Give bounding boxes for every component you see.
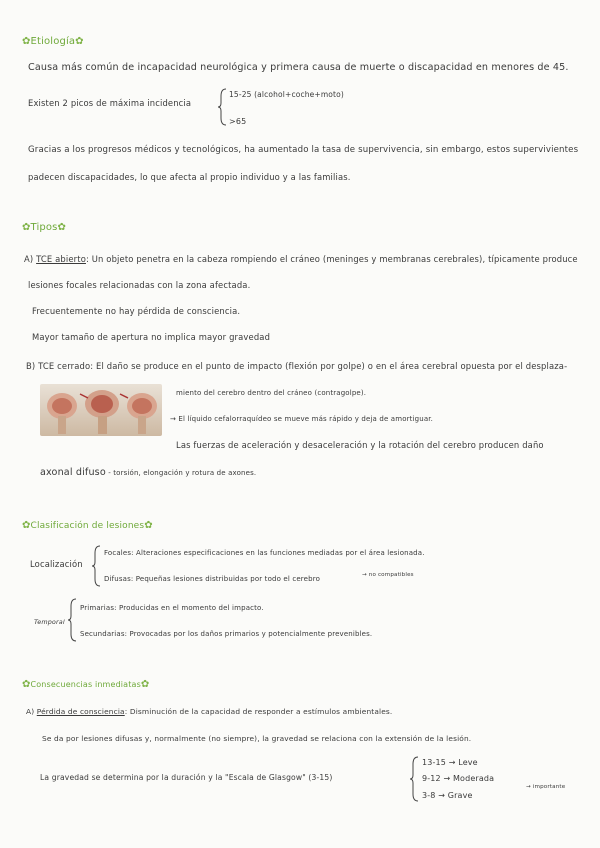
tipos-a-line4: Mayor tamaño de apertura no implica mayor gravedad (32, 332, 271, 342)
etiologia-line4: padecen discapacidades, lo que afecta al propio individuo y a las familias. (28, 172, 351, 182)
pico-1: 15-25 (alcohol+coche+moto) (229, 90, 344, 99)
tipos-b-line2: miento del cerebro dentro del cráneo (contragolpe). (176, 389, 367, 397)
focales-text: Focales: Alteraciones especificaciones en las funciones mediadas por el área lesionada. (104, 549, 425, 557)
consecuencias-a-line1 (26, 707, 392, 716)
tipos-a-line3: Frecuentemente no hay pérdida de consciencia. (32, 306, 241, 316)
brace-icon (410, 756, 420, 802)
leaf-icon: ✿ (57, 222, 67, 233)
tipos-b-line5 (40, 467, 256, 478)
etiologia-line1: Causa más común de incapacidad neurológica y primera causa de muerte o discapacidad en menores de 45. (28, 62, 569, 73)
compatibles-note: → no compatibles (362, 572, 414, 578)
primarias-text: Primarias: Producidas en el momento del impacto. (80, 604, 264, 612)
leaf-icon: ✿ (22, 36, 31, 47)
leaf-icon: ✿ (22, 520, 31, 531)
etiologia-line3: Gracias a los progresos médicos y tecnológicos, ha aumentado la tasa de supervivencia, sin embargo, estos supervivientes (28, 145, 579, 155)
term-tce-abierto: TCE abierto (36, 254, 86, 264)
term-axonal-difuso: axonal difuso (40, 467, 106, 478)
glasgow-moderada: 9-12 → Moderada (422, 774, 495, 783)
consecuencias-a-line3: La gravedad se determina por la duración y la "Escala de Glasgow" (3-15) (40, 773, 333, 782)
heading-etiologia: ✿Etiología✿ (22, 36, 84, 47)
item-prefix: A) (26, 707, 35, 716)
tipos-b-line4: Las fuerzas de aceleración y desaceleración y la rotación del cerebro producen daño (176, 440, 544, 450)
leaf-icon: ✿ (140, 679, 150, 690)
importante-note: → importante (526, 784, 566, 790)
glasgow-grave: 3-8 → Grave (422, 791, 473, 800)
pico-2: >65 (229, 117, 247, 126)
tipos-a-line1 (24, 254, 578, 264)
heading-clasificacion: ✿Clasificación de lesiones✿ (22, 520, 153, 531)
consecuencias-a-line2: Se da por lesiones difusas y, normalmente (no siempre), la gravedad se relaciona con la extensión de la lesión. (42, 734, 472, 743)
label-localizacion: Localización (30, 559, 83, 569)
leaf-icon: ✿ (22, 222, 31, 233)
axonal-detail: - torsión, elongación y rotura de axones. (105, 469, 257, 477)
term-perdida-consciencia: Pérdida de consciencia (36, 707, 125, 716)
item-prefix: A) (24, 254, 34, 264)
tipos-b-line3: → El líquido cefalorraquídeo se mueve más rápido y deja de amortiguar. (170, 415, 434, 423)
consecuencias-a-text: : Disminución de la capacidad de responder a estímulos ambientales. (124, 707, 393, 716)
tipos-a-text: : Un objeto penetra en la cabeza rompiendo el cráneo (meninges y membranas cerebrales), típicamente produce (85, 254, 578, 264)
heading-consecuencias: ✿Consecuencias inmediatas✿ (22, 679, 150, 690)
glasgow-leve: 13-15 → Leve (422, 758, 478, 767)
tipos-a-line2: lesiones focales relacionadas con la zona afectada. (28, 280, 251, 290)
leaf-icon: ✿ (75, 36, 84, 47)
difusas-text: Difusas: Pequeñas lesiones distribuidas por todo el cerebro (104, 575, 321, 583)
brace-icon (68, 598, 78, 642)
brace-icon (218, 88, 228, 126)
brace-icon (92, 545, 102, 587)
secundarias-text: Secundarias: Provocadas por los daños primarios y potencialmente prevenibles. (80, 630, 373, 638)
label-temporal: Temporal (34, 618, 65, 626)
brain-illustration (40, 384, 162, 436)
tipos-b-line1: B) TCE cerrado: El daño se produce en el punto de impacto (flexión por golpe) o en el área cerebral opuesta por el desplaza- (26, 361, 568, 371)
picos-label: Existen 2 picos de máxima incidencia (28, 98, 192, 108)
heading-tipos: ✿Tipos✿ (22, 222, 67, 233)
leaf-icon: ✿ (144, 520, 153, 531)
leaf-icon: ✿ (22, 679, 31, 690)
